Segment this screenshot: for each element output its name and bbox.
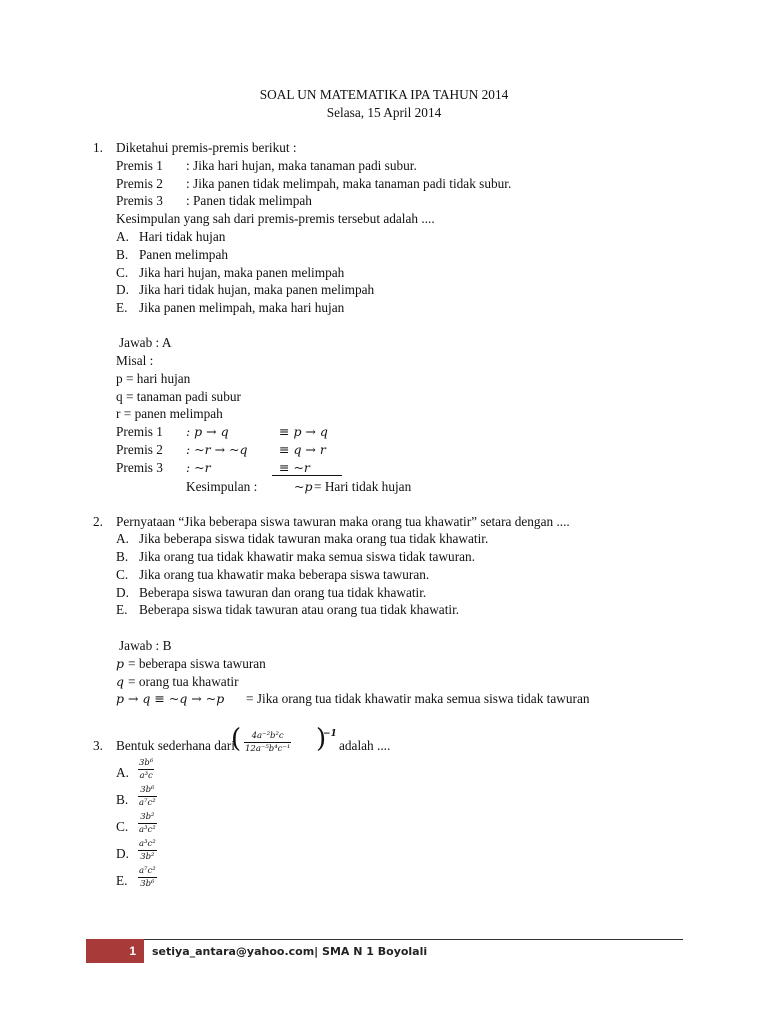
left-paren-glyph: ( bbox=[231, 724, 242, 754]
q1-misal: Misal : bbox=[116, 353, 154, 368]
q3-fraction-den: 12a⁻⁵b⁴c⁻¹ bbox=[245, 744, 291, 754]
q1-solution-equiv: ≡ q → r bbox=[279, 442, 326, 457]
q3-option-den: a³c bbox=[139, 771, 153, 781]
q2-option-text: Jika orang tua khawatir maka beberapa siswa tawuran. bbox=[139, 567, 430, 582]
q1-option-text: Jika hari tidak hujan, maka panen melimpah bbox=[139, 282, 375, 297]
footer-rule bbox=[144, 939, 683, 940]
q3-option-letter: A. bbox=[116, 765, 129, 780]
q2-option-text: Beberapa siswa tidak tawuran atau orang tua tidak khawatir. bbox=[139, 602, 460, 617]
q1-premise-label: Premis 1 bbox=[116, 158, 163, 173]
q1-option-letter: D. bbox=[116, 282, 129, 297]
q1-solution-expr: : ~r bbox=[186, 460, 211, 475]
q3-option-letter: E. bbox=[116, 873, 128, 888]
q1-solution-equiv: ≡ ~r bbox=[279, 460, 310, 475]
q1-intro: Diketahui premis-premis berikut : bbox=[116, 140, 297, 155]
document-title: SOAL UN MATEMATIKA IPA TAHUN 2014 bbox=[259, 87, 509, 102]
fraction-bar bbox=[138, 796, 157, 797]
q3-option-letter: B. bbox=[116, 792, 129, 807]
q3-option-fraction bbox=[138, 839, 157, 862]
q1-option-letter: B. bbox=[116, 247, 129, 262]
q1-answer: Jawab : A bbox=[119, 335, 172, 350]
q2-option-letter: D. bbox=[116, 585, 129, 600]
q2-number: 2. bbox=[93, 514, 103, 529]
q2-def-text: = orang tua khawatir bbox=[128, 674, 239, 689]
fraction-bar bbox=[138, 850, 157, 851]
q2-def-symbol: p bbox=[116, 656, 125, 671]
q1-option-text: Jika panen melimpah, maka hari hujan bbox=[139, 300, 345, 315]
q2-answer: Jawab : B bbox=[119, 638, 172, 653]
q1-solution-label: Premis 3 bbox=[116, 460, 163, 475]
q3-suffix: adalah .... bbox=[339, 738, 391, 753]
q1-premise-text: : Panen tidak melimpah bbox=[186, 193, 312, 208]
q3-prefix: Bentuk sederhana dari bbox=[116, 738, 235, 753]
q3-option-den: a³c² bbox=[139, 825, 156, 835]
q3-option-num: a⁷c² bbox=[139, 866, 156, 876]
q3-fraction bbox=[244, 731, 291, 754]
q1-conclusion-expr: ~p bbox=[294, 479, 313, 494]
q3-option-den: 3b² bbox=[140, 852, 155, 862]
right-paren-glyph: ) bbox=[316, 724, 327, 754]
q3-option-num: 3b⁶ bbox=[139, 758, 154, 768]
q2-option-text: Beberapa siswa tawuran dan orang tua tidak khawatir. bbox=[139, 585, 427, 600]
q1-option-letter: C. bbox=[116, 265, 129, 280]
footer-text: setiya_antara@yahoo.com| SMA N 1 Boyolali bbox=[152, 945, 428, 958]
q1-solution-equiv: ≡ p → q bbox=[279, 424, 328, 439]
q3-option-den: a⁷c² bbox=[139, 798, 156, 808]
q1-premise-label: Premis 3 bbox=[116, 193, 163, 208]
q1-def: p = hari hujan bbox=[116, 371, 191, 386]
q1-solution-label: Premis 1 bbox=[116, 424, 163, 439]
fraction-bar bbox=[138, 769, 154, 770]
q2-option-letter: C. bbox=[116, 567, 129, 582]
conclusion-rule bbox=[272, 475, 342, 476]
q1-option-letter: A. bbox=[116, 229, 129, 244]
q1-option-text: Hari tidak hujan bbox=[139, 229, 226, 244]
q2-result-expr: p → q ≡ ~q → ~p bbox=[116, 691, 225, 706]
q1-number: 1. bbox=[93, 140, 103, 155]
q1-solution-label: Premis 2 bbox=[116, 442, 163, 457]
q1-premise-label: Premis 2 bbox=[116, 176, 163, 191]
q1-premise-text: : Jika hari hujan, maka tanaman padi subur. bbox=[186, 158, 417, 173]
q1-premise-text: : Jika panen tidak melimpah, maka tanaman padi tidak subur. bbox=[186, 176, 512, 191]
q2-option-text: Jika beberapa siswa tidak tawuran maka orang tua tidak khawatir. bbox=[139, 531, 489, 546]
q3-option-fraction bbox=[138, 785, 157, 808]
q3-option-num: 3b⁶ bbox=[140, 785, 155, 795]
q2-option-letter: E. bbox=[116, 602, 128, 617]
document-date: Selasa, 15 April 2014 bbox=[326, 105, 442, 120]
q2-def-symbol: q bbox=[116, 674, 125, 689]
q2-def-text: = beberapa siswa tawuran bbox=[128, 656, 266, 671]
footer-page-number: 1 bbox=[129, 944, 136, 958]
q2-option-text: Jika orang tua tidak khawatir maka semua siswa tidak tawuran. bbox=[139, 549, 476, 564]
q2-question: Pernyataan “Jika beberapa siswa tawuran maka orang tua khawatir” setara dengan .... bbox=[116, 514, 570, 529]
q1-conclusion-label: Kesimpulan : bbox=[186, 479, 258, 494]
q3-option-num: 3b² bbox=[140, 812, 155, 822]
q3-option-letter: C. bbox=[116, 819, 129, 834]
q2-option-letter: A. bbox=[116, 531, 129, 546]
q3-number: 3. bbox=[93, 738, 103, 753]
q3-option-letter: D. bbox=[116, 846, 129, 861]
q1-solution-expr: : p → q bbox=[186, 424, 229, 439]
footer-page-badge bbox=[86, 939, 144, 963]
q1-def: q = tanaman padi subur bbox=[116, 389, 241, 404]
q3-option-fraction bbox=[138, 758, 154, 781]
q1-option-text: Jika hari hujan, maka panen melimpah bbox=[139, 265, 345, 280]
q2-result-text: = Jika orang tua tidak khawatir maka semua siswa tidak tawuran bbox=[246, 691, 590, 706]
fraction-bar bbox=[138, 823, 157, 824]
fraction-bar bbox=[138, 877, 157, 878]
q1-question: Kesimpulan yang sah dari premis-premis tersebut adalah .... bbox=[116, 211, 435, 226]
fraction-bar bbox=[244, 742, 291, 743]
q1-solution-expr: : ~r → ~q bbox=[186, 442, 248, 457]
q1-option-text: Panen melimpah bbox=[139, 247, 228, 262]
q3-option-fraction bbox=[138, 812, 157, 835]
q3-option-num: a³c² bbox=[139, 839, 156, 849]
q1-option-letter: E. bbox=[116, 300, 128, 315]
q3-power: −1 bbox=[323, 729, 337, 739]
q1-conclusion-text: = Hari tidak hujan bbox=[314, 479, 412, 494]
q2-option-letter: B. bbox=[116, 549, 129, 564]
q1-def: r = panen melimpah bbox=[116, 406, 223, 421]
q3-option-den: 3b⁶ bbox=[140, 879, 155, 889]
q3-option-fraction bbox=[138, 866, 157, 889]
q3-fraction-num: 4a⁻²b²c bbox=[251, 731, 284, 741]
